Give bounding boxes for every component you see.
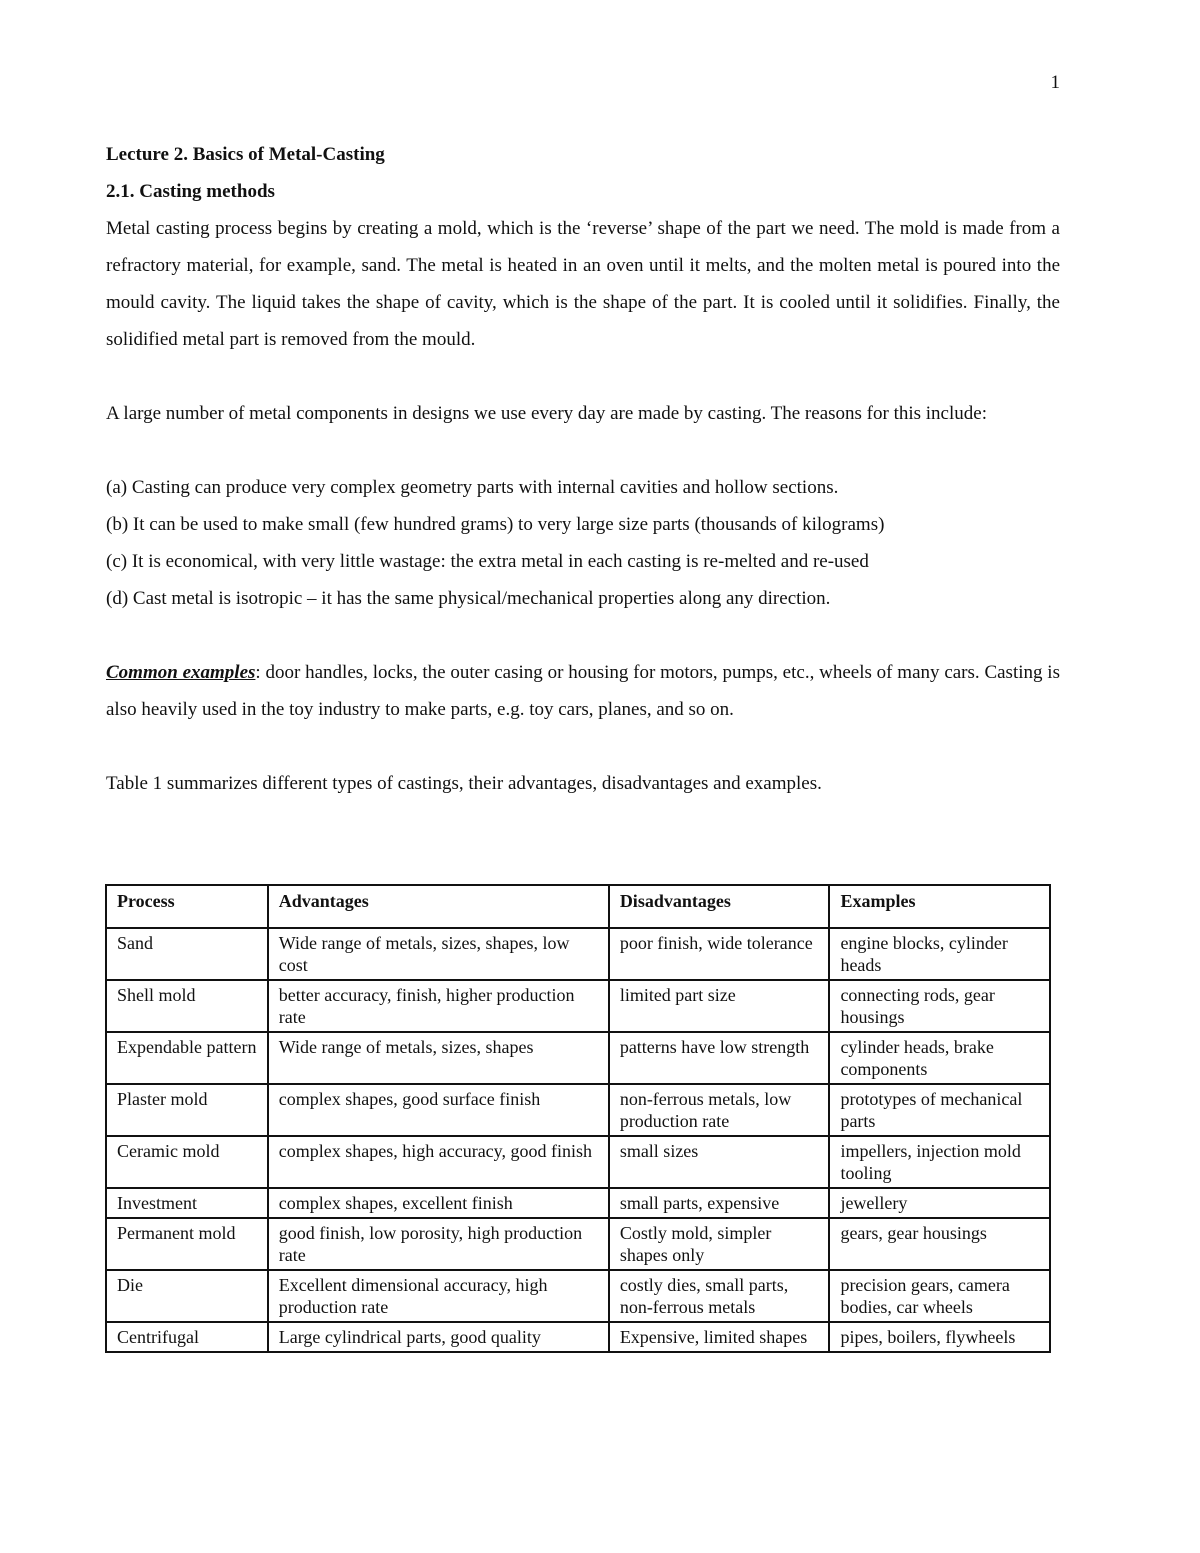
common-examples-label: Common examples	[106, 662, 256, 683]
cell-examples: engine blocks, cylinder heads	[829, 928, 1050, 980]
cell-examples: gears, gear housings	[829, 1218, 1050, 1270]
table-row	[106, 1136, 1050, 1188]
cell-disadvantages: small sizes	[609, 1136, 830, 1188]
cell-disadvantages: non-ferrous metals, low production rate	[609, 1084, 830, 1136]
cell-examples: precision gears, camera bodies, car wheels	[829, 1270, 1050, 1322]
cell-disadvantages: patterns have low strength	[609, 1032, 830, 1084]
table-row	[106, 980, 1050, 1032]
table-row	[106, 1084, 1050, 1136]
cell-advantages: better accuracy, finish, higher production rate	[268, 980, 609, 1032]
cell-process: Centrifugal	[106, 1322, 268, 1352]
cell-process: Permanent mold	[106, 1218, 268, 1270]
table-row	[106, 1188, 1050, 1218]
cell-advantages: good finish, low porosity, high production rate	[268, 1218, 609, 1270]
cell-disadvantages: Costly mold, simpler shapes only	[609, 1218, 830, 1270]
cell-process: Ceramic mold	[106, 1136, 268, 1188]
cell-disadvantages: Expensive, limited shapes	[609, 1322, 830, 1352]
cell-process: Expendable pattern	[106, 1032, 268, 1084]
common-examples-paragraph	[106, 654, 1060, 728]
cell-disadvantages: costly dies, small parts, non-ferrous metals	[609, 1270, 830, 1322]
header-process: Process	[106, 885, 268, 928]
cell-process: Die	[106, 1270, 268, 1322]
header-advantages: Advantages	[268, 885, 609, 928]
table-row	[106, 1270, 1050, 1322]
table-row	[106, 928, 1050, 980]
cell-examples: prototypes of mechanical parts	[829, 1084, 1050, 1136]
cell-advantages: complex shapes, excellent finish	[268, 1188, 609, 1218]
intro-paragraph: Metal casting process begins by creating a mold, which is the ‘reverse’ shape of the part we need. The mold is made from a refractory material, for example, sand. The metal is heated in an oven until it melts, and the molten metal is poured into the mould cavity. The liquid takes the shape of cavity, which is the shape of the part. It is cooled until it solidifies. Finally, the solidified metal part is removed from the mould.	[106, 218, 1060, 350]
cell-advantages: Large cylindrical parts, good quality	[268, 1322, 609, 1352]
table-row	[106, 1032, 1050, 1084]
cell-process: Plaster mold	[106, 1084, 268, 1136]
cell-disadvantages: small parts, expensive	[609, 1188, 830, 1218]
document-body	[106, 136, 1060, 802]
cell-advantages: complex shapes, high accuracy, good finish	[268, 1136, 609, 1188]
common-examples-text: : door handles, locks, the outer casing or housing for motors, pumps, etc., wheels of many cars. Casting is also heavily used in the toy industry to make parts, e.g. toy cars, planes, and so on.	[106, 662, 1060, 720]
cell-examples: impellers, injection mold tooling	[829, 1136, 1050, 1188]
cell-examples: connecting rods, gear housings	[829, 980, 1050, 1032]
cell-examples: pipes, boilers, flywheels	[829, 1322, 1050, 1352]
cell-examples: jewellery	[829, 1188, 1050, 1218]
header-examples: Examples	[829, 885, 1050, 928]
reason-item: (a) Casting can produce very complex geometry parts with internal cavities and hollow sections.	[106, 477, 839, 498]
cell-process: Investment	[106, 1188, 268, 1218]
reasons-list	[106, 469, 1060, 617]
cell-disadvantages: poor finish, wide tolerance	[609, 928, 830, 980]
cell-advantages: complex shapes, good surface finish	[268, 1084, 609, 1136]
cell-advantages: Wide range of metals, sizes, shapes	[268, 1032, 609, 1084]
reason-item: (d) Cast metal is isotropic – it has the same physical/mechanical properties along any direction.	[106, 588, 831, 609]
section-heading: 2.1. Casting methods	[106, 181, 275, 202]
cell-examples: cylinder heads, brake components	[829, 1032, 1050, 1084]
cell-process: Sand	[106, 928, 268, 980]
page-number: 1	[1050, 72, 1060, 93]
reasons-paragraph: A large number of metal components in designs we use every day are made by casting. The reasons for this include:	[106, 403, 987, 424]
reason-item: (c) It is economical, with very little wastage: the extra metal in each casting is re-melted and re-used	[106, 551, 869, 572]
table-intro: Table 1 summarizes different types of castings, their advantages, disadvantages and examples.	[106, 773, 822, 794]
header-disadvantages: Disadvantages	[609, 885, 830, 928]
table-header-row	[106, 885, 1050, 928]
cell-disadvantages: limited part size	[609, 980, 830, 1032]
cell-advantages: Wide range of metals, sizes, shapes, low cost	[268, 928, 609, 980]
cell-process: Shell mold	[106, 980, 268, 1032]
reason-item: (b) It can be used to make small (few hundred grams) to very large size parts (thousands of kilograms)	[106, 514, 885, 535]
casting-types-table	[105, 884, 1051, 1353]
table-row	[106, 1218, 1050, 1270]
table-row	[106, 1322, 1050, 1352]
lecture-title: Lecture 2. Basics of Metal-Casting	[106, 144, 385, 165]
cell-advantages: Excellent dimensional accuracy, high production rate	[268, 1270, 609, 1322]
